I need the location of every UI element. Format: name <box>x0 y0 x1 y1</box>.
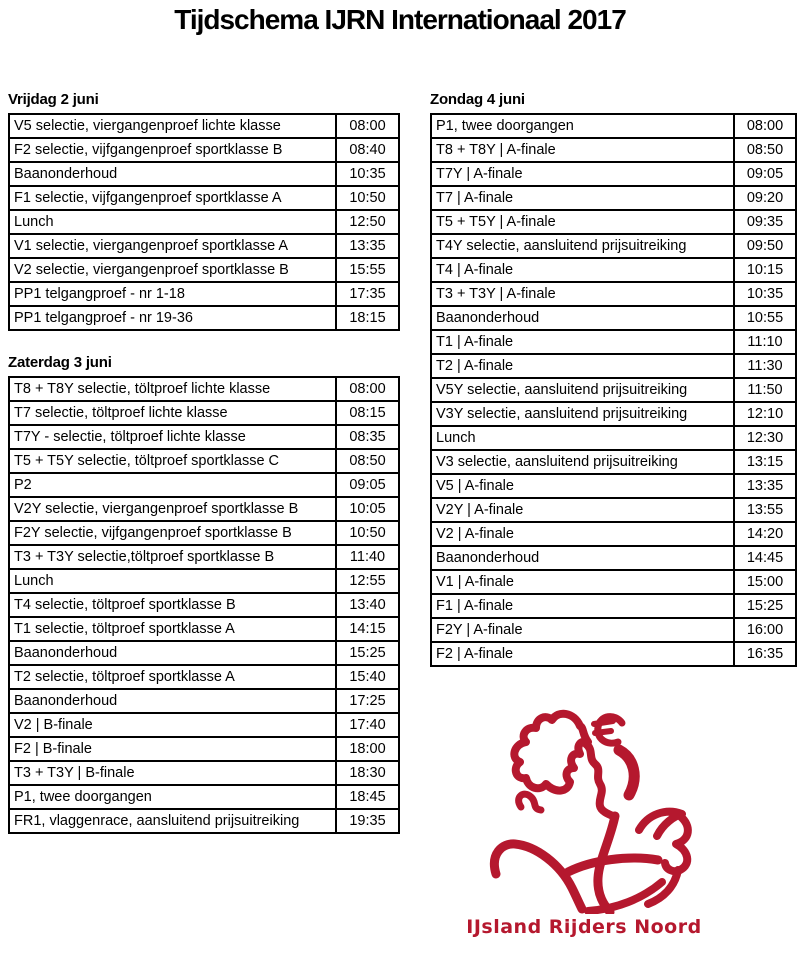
table-row <box>9 234 399 258</box>
rider-head-bar1 <box>594 721 613 724</box>
table-row <box>9 713 399 737</box>
event-cell: T7Y - selectie, töltproef lichte klasse <box>9 425 336 449</box>
event-cell: V5Y selectie, aansluitend prijsuitreiking <box>431 378 734 402</box>
table-row <box>431 306 796 330</box>
tail-wing-stroke <box>639 812 682 836</box>
table-row <box>431 402 796 426</box>
rider-back-stroke <box>619 750 634 795</box>
time-cell: 09:05 <box>336 473 399 497</box>
table-row <box>9 186 399 210</box>
time-cell: 11:40 <box>336 545 399 569</box>
table-row <box>431 498 796 522</box>
table-row <box>9 138 399 162</box>
schedule-table-zaterdag <box>8 376 400 834</box>
table-row <box>431 450 796 474</box>
table-row <box>9 473 399 497</box>
time-cell: 08:40 <box>336 138 399 162</box>
event-cell: F2 | B-finale <box>9 737 336 761</box>
time-cell: 10:55 <box>734 306 796 330</box>
time-cell: 12:55 <box>336 569 399 593</box>
table-row <box>431 234 796 258</box>
event-cell: T3 + T3Y | A-finale <box>431 282 734 306</box>
event-cell: T1 | A-finale <box>431 330 734 354</box>
table-row <box>431 186 796 210</box>
event-cell: V3 selectie, aansluitend prijsuitreiking <box>431 450 734 474</box>
time-cell: 15:25 <box>734 594 796 618</box>
time-cell: 14:15 <box>336 617 399 641</box>
table-row <box>9 521 399 545</box>
table-row <box>431 138 796 162</box>
time-cell: 11:30 <box>734 354 796 378</box>
day-section-vrijdag <box>8 90 400 331</box>
event-cell: V5 selectie, viergangenproef lichte klasse <box>9 114 336 138</box>
time-cell: 10:35 <box>734 282 796 306</box>
event-cell: T5 + T5Y | A-finale <box>431 210 734 234</box>
time-cell: 13:35 <box>734 474 796 498</box>
event-cell: T2 selectie, töltproef sportklasse A <box>9 665 336 689</box>
day-header-zaterdag: Zaterdag 3 juni <box>8 354 112 371</box>
schedule-table-zondag <box>430 113 797 667</box>
time-cell: 18:45 <box>336 785 399 809</box>
event-cell: V5 | A-finale <box>431 474 734 498</box>
time-cell: 15:55 <box>336 258 399 282</box>
table-row <box>9 785 399 809</box>
table-row <box>9 545 399 569</box>
time-cell: 13:35 <box>336 234 399 258</box>
table-row <box>9 449 399 473</box>
event-cell: V1 selectie, viergangenproef sportklasse A <box>9 234 336 258</box>
club-logo <box>466 702 702 952</box>
event-cell: F2Y | A-finale <box>431 618 734 642</box>
event-cell: FR1, vlaggenrace, aansluitend prijsuitreiking <box>9 809 336 833</box>
event-cell: Lunch <box>431 426 734 450</box>
event-cell: V2Y selectie, viergangenproef sportklasse B <box>9 497 336 521</box>
event-cell: T4 | A-finale <box>431 258 734 282</box>
time-cell: 10:35 <box>336 162 399 186</box>
time-cell: 08:00 <box>336 377 399 401</box>
day-section-zaterdag <box>8 353 400 834</box>
table-row <box>9 641 399 665</box>
event-cell: PP1 telgangproef - nr 1-18 <box>9 282 336 306</box>
table-row <box>9 809 399 833</box>
event-cell: P1, twee doorgangen <box>431 114 734 138</box>
table-row <box>431 330 796 354</box>
time-cell: 15:40 <box>336 665 399 689</box>
time-cell: 08:50 <box>734 138 796 162</box>
schedule-table-vrijdag <box>8 113 400 331</box>
time-cell: 14:20 <box>734 522 796 546</box>
table-row <box>431 162 796 186</box>
time-cell: 13:55 <box>734 498 796 522</box>
rider-head-bar2 <box>595 731 611 733</box>
table-row <box>9 401 399 425</box>
table-row <box>431 210 796 234</box>
table-row <box>9 425 399 449</box>
time-cell: 12:50 <box>336 210 399 234</box>
time-cell: 08:50 <box>336 449 399 473</box>
time-cell: 09:20 <box>734 186 796 210</box>
time-cell: 12:30 <box>734 426 796 450</box>
table-row <box>431 522 796 546</box>
time-cell: 16:00 <box>734 618 796 642</box>
event-cell: V2 | A-finale <box>431 522 734 546</box>
time-cell: 10:15 <box>734 258 796 282</box>
time-cell: 13:15 <box>734 450 796 474</box>
horse-head-stroke <box>514 714 588 791</box>
page-title: Tijdschema IJRN Internationaal 2017 <box>174 4 626 35</box>
event-cell: P1, twee doorgangen <box>9 785 336 809</box>
muzzle-stroke <box>519 794 541 810</box>
event-cell: T4 selectie, töltproef sportklasse B <box>9 593 336 617</box>
time-cell: 14:45 <box>734 546 796 570</box>
time-cell: 18:30 <box>336 761 399 785</box>
event-cell: T8 + T8Y | A-finale <box>431 138 734 162</box>
event-cell: Baanonderhoud <box>431 306 734 330</box>
time-cell: 10:05 <box>336 497 399 521</box>
event-cell: Baanonderhoud <box>9 689 336 713</box>
event-cell: F2 selectie, vijfgangenproef sportklasse B <box>9 138 336 162</box>
day-header-vrijdag: Vrijdag 2 juni <box>8 91 99 108</box>
time-cell: 15:00 <box>734 570 796 594</box>
event-cell: T2 | A-finale <box>431 354 734 378</box>
table-row <box>9 665 399 689</box>
table-row <box>431 642 796 666</box>
table-row <box>9 210 399 234</box>
mane-zigzag-stroke <box>586 744 613 816</box>
time-cell: 08:35 <box>336 425 399 449</box>
table-row <box>431 378 796 402</box>
time-cell: 10:50 <box>336 521 399 545</box>
time-cell: 17:25 <box>336 689 399 713</box>
event-cell: PP1 telgangproef - nr 19-36 <box>9 306 336 330</box>
day-section-zondag <box>430 90 797 667</box>
table-row <box>9 737 399 761</box>
table-row <box>9 497 399 521</box>
table-row <box>9 114 399 138</box>
event-cell: F2 | A-finale <box>431 642 734 666</box>
time-cell: 17:40 <box>336 713 399 737</box>
table-row <box>431 570 796 594</box>
horse-and-rider-logo-drawing <box>468 702 700 914</box>
table-row <box>9 593 399 617</box>
day-header-zondag: Zondag 4 juni <box>430 91 525 108</box>
table-row <box>9 689 399 713</box>
logo-text: IJsland Rijders Noord <box>466 916 702 938</box>
table-row <box>431 258 796 282</box>
event-cell: V1 | A-finale <box>431 570 734 594</box>
table-row <box>9 258 399 282</box>
time-cell: 08:00 <box>734 114 796 138</box>
table-row <box>9 377 399 401</box>
time-cell: 16:35 <box>734 642 796 666</box>
table-row <box>9 306 399 330</box>
event-cell: T3 + T3Y | B-finale <box>9 761 336 785</box>
time-cell: 09:05 <box>734 162 796 186</box>
table-row <box>431 354 796 378</box>
time-cell: 12:10 <box>734 402 796 426</box>
table-row <box>9 761 399 785</box>
time-cell: 18:15 <box>336 306 399 330</box>
table-row <box>431 426 796 450</box>
time-cell: 08:00 <box>336 114 399 138</box>
event-cell: Lunch <box>9 210 336 234</box>
table-row <box>9 569 399 593</box>
table-row <box>431 114 796 138</box>
table-row <box>431 474 796 498</box>
table-row <box>9 282 399 306</box>
event-cell: T8 + T8Y selectie, töltproef lichte klasse <box>9 377 336 401</box>
event-cell: V2 | B-finale <box>9 713 336 737</box>
time-cell: 13:40 <box>336 593 399 617</box>
time-cell: 09:35 <box>734 210 796 234</box>
event-cell: Lunch <box>9 569 336 593</box>
event-cell: Baanonderhoud <box>9 641 336 665</box>
table-row <box>431 546 796 570</box>
time-cell: 17:35 <box>336 282 399 306</box>
event-cell: Baanonderhoud <box>431 546 734 570</box>
table-row <box>431 282 796 306</box>
event-cell: T7 selectie, töltproef lichte klasse <box>9 401 336 425</box>
time-cell: 11:50 <box>734 378 796 402</box>
event-cell: P2 <box>9 473 336 497</box>
event-cell: Baanonderhoud <box>9 162 336 186</box>
event-cell: T3 + T3Y selectie,töltproef sportklasse B <box>9 545 336 569</box>
event-cell: V2Y | A-finale <box>431 498 734 522</box>
time-cell: 08:15 <box>336 401 399 425</box>
event-cell: T4Y selectie, aansluitend prijsuitreiking <box>431 234 734 258</box>
time-cell: 19:35 <box>336 809 399 833</box>
time-cell: 15:25 <box>336 641 399 665</box>
event-cell: T7Y | A-finale <box>431 162 734 186</box>
table-row <box>9 162 399 186</box>
table-row <box>431 594 796 618</box>
event-cell: V3Y selectie, aansluitend prijsuitreiking <box>431 402 734 426</box>
event-cell: V2 selectie, viergangenproef sportklasse B <box>9 258 336 282</box>
front-leg-stroke <box>494 844 582 909</box>
time-cell: 10:50 <box>336 186 399 210</box>
event-cell: T1 selectie, töltproef sportklasse A <box>9 617 336 641</box>
event-cell: T5 + T5Y selectie, töltproef sportklasse C <box>9 449 336 473</box>
saddle-stroke <box>568 858 658 872</box>
event-cell: T7 | A-finale <box>431 186 734 210</box>
event-cell: F1 | A-finale <box>431 594 734 618</box>
time-cell: 09:50 <box>734 234 796 258</box>
event-cell: F1 selectie, vijfgangenproef sportklasse A <box>9 186 336 210</box>
table-row <box>9 617 399 641</box>
table-row <box>431 618 796 642</box>
time-cell: 18:00 <box>336 737 399 761</box>
event-cell: F2Y selectie, vijfgangenproef sportklasse B <box>9 521 336 545</box>
time-cell: 11:10 <box>734 330 796 354</box>
